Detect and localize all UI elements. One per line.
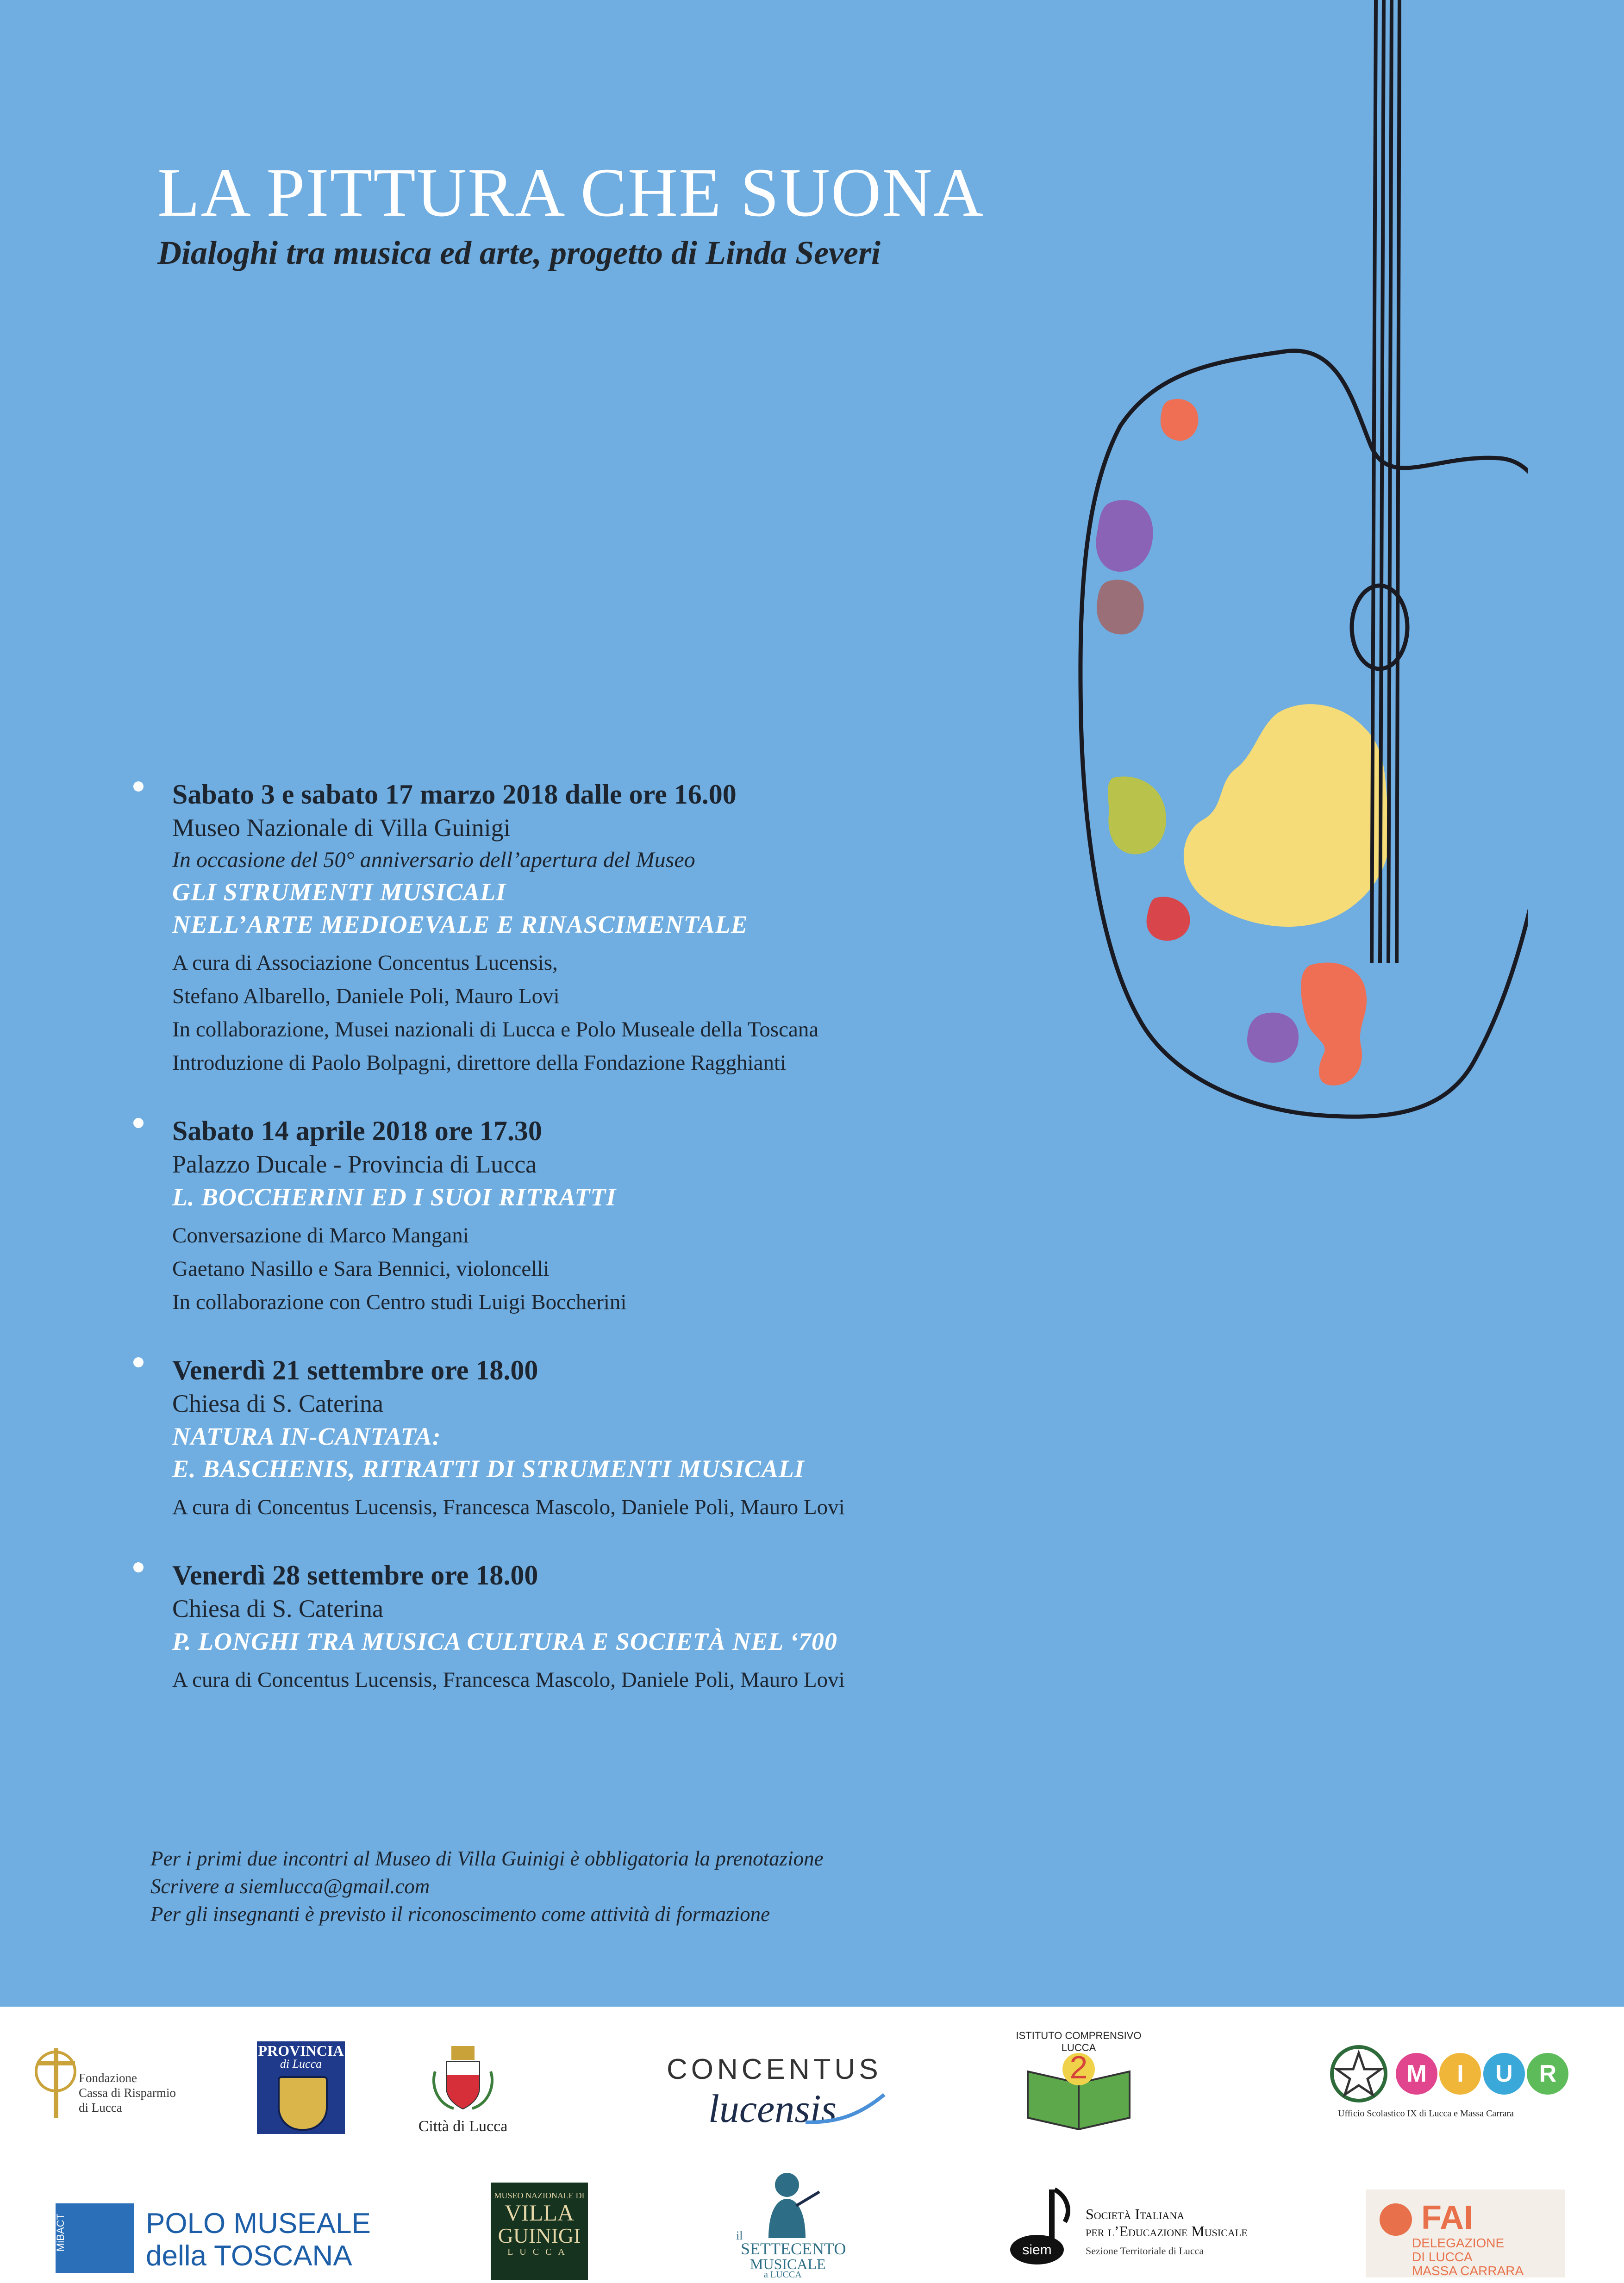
citta-crest-icon bbox=[426, 2044, 500, 2113]
event-title: GLI STRUMENTI MUSICALI bbox=[172, 878, 506, 906]
citta-label: Città di Lucca bbox=[418, 2118, 508, 2135]
polo-mark-icon bbox=[56, 2203, 134, 2273]
paint-blob-mauve bbox=[1097, 580, 1144, 634]
event-title: NELL’ARTE MEDIOEVALE E RINASCIMENTALE bbox=[172, 911, 748, 938]
event-date: Venerdì 28 settembre ore 18.00 bbox=[172, 1560, 538, 1591]
music-note-icon bbox=[1009, 2185, 1074, 2268]
logo-fai bbox=[1366, 2189, 1565, 2277]
paint-blob-orange-top bbox=[1161, 399, 1199, 441]
bullet-icon bbox=[133, 781, 144, 792]
miur-letter: M bbox=[1396, 2053, 1437, 2095]
event-date: Sabato 3 e sabato 17 marzo 2018 dalle ore 16.00 bbox=[172, 779, 737, 810]
event-note: In occasione del 50° anniversario dell’apertura del Museo bbox=[172, 848, 695, 872]
event-title: P. LONGHI TRA MUSICA CULTURA E SOCIETÀ NEL ‘700 bbox=[172, 1628, 837, 1655]
siem-line: per l’Educazione Musicale bbox=[1086, 2223, 1248, 2239]
fai-line: MASSA CARRARA bbox=[1412, 2264, 1524, 2278]
miur-letter: R bbox=[1527, 2053, 1568, 2095]
polo-line: POLO MUSEALE bbox=[146, 2208, 371, 2239]
fondazione-line: Fondazione bbox=[79, 2071, 137, 2085]
poster-title: LA PITTURA CHE SUONA bbox=[157, 154, 984, 231]
miur-letter: U bbox=[1483, 2053, 1525, 2095]
provincia-crest-icon bbox=[278, 2076, 328, 2131]
concentus-wave-icon bbox=[806, 2090, 889, 2132]
events-list bbox=[134, 778, 1199, 1731]
logo-siem bbox=[1009, 2185, 1296, 2268]
bullet-icon bbox=[133, 1562, 144, 1572]
fai-flower-icon bbox=[1380, 2203, 1412, 2236]
settecento-line: SETTECENTO bbox=[741, 2239, 846, 2258]
concentus-title: CONCENTUS bbox=[667, 2053, 882, 2085]
event-desc: Stefano Albarello, Daniele Poli, Mauro Lovi bbox=[172, 984, 560, 1008]
istituto-number: 2 bbox=[1069, 2049, 1088, 2085]
miur-caption: Ufficio Scolastico IX di Lucca e Massa Carrara bbox=[1338, 2108, 1514, 2119]
event-3 bbox=[134, 1354, 1199, 1524]
violinist-icon bbox=[750, 2169, 824, 2238]
event-4 bbox=[134, 1559, 1199, 1697]
event-desc: A cura di Associazione Concentus Lucensis, bbox=[172, 951, 558, 975]
logo-provincia bbox=[257, 2041, 345, 2134]
logo-istituto bbox=[1009, 2030, 1148, 2159]
event-desc: Conversazione di Marco Mangani bbox=[172, 1223, 469, 1248]
event-place: Palazzo Ducale - Provincia di Lucca bbox=[172, 1150, 537, 1178]
republic-emblem-icon bbox=[1329, 2044, 1389, 2104]
concentus-script: lucensis bbox=[708, 2086, 837, 2131]
fai-line: DI LUCCA bbox=[1412, 2250, 1473, 2264]
siem-line: Società Italiana bbox=[1086, 2206, 1185, 2222]
booking-note-line: Scrivere a siemlucca@gmail.com bbox=[150, 1875, 430, 1898]
sponsor-logos bbox=[0, 2007, 1624, 2283]
provincia-sub: di Lucca bbox=[280, 2057, 322, 2071]
settecento-line: a LUCCA bbox=[764, 2270, 802, 2280]
fai-line: DELEGAZIONE bbox=[1412, 2236, 1505, 2250]
event-place: Chiesa di S. Caterina bbox=[172, 1390, 383, 1417]
paint-blob-orange-bottom bbox=[1301, 963, 1367, 1085]
logo-fondazione bbox=[32, 2044, 227, 2118]
logo-miur bbox=[1329, 2044, 1569, 2122]
event-desc: Introduzione di Paolo Bolpagni, direttore della Fondazione Ragghianti bbox=[172, 1051, 787, 1075]
bullet-icon bbox=[133, 1118, 144, 1128]
event-desc: Gaetano Nasillo e Sara Bennici, violoncelli bbox=[172, 1257, 550, 1281]
fondazione-line: di Lucca bbox=[79, 2101, 122, 2115]
guitar-string-4 bbox=[1397, 0, 1399, 963]
settecento-line: il bbox=[736, 2229, 743, 2242]
event-title: NATURA IN-CANTATA: bbox=[172, 1422, 441, 1450]
bullet-icon bbox=[133, 1357, 144, 1367]
miur-letter: I bbox=[1439, 2053, 1481, 2095]
villa-line: MUSEO NAZIONALE DI bbox=[494, 2191, 585, 2200]
guitar-string-3 bbox=[1388, 0, 1392, 963]
event-date: Sabato 14 aprile 2018 ore 17.30 bbox=[172, 1116, 542, 1146]
event-desc: A cura di Concentus Lucensis, Francesca Mascolo, Daniele Poli, Mauro Lovi bbox=[172, 1668, 845, 1692]
event-place: Chiesa di S. Caterina bbox=[172, 1595, 383, 1622]
istituto-label: ISTITUTO COMPRENSIVO LUCCA bbox=[1016, 2030, 1142, 2053]
event-date: Venerdì 21 settembre ore 18.00 bbox=[172, 1355, 538, 1385]
event-desc: In collaborazione con Centro studi Luigi Boccherini bbox=[172, 1290, 627, 1314]
logo-settecento bbox=[731, 2169, 846, 2280]
event-place: Museo Nazionale di Villa Guinigi bbox=[172, 814, 511, 842]
siem-badge: siem bbox=[1022, 2242, 1052, 2258]
logo-citta bbox=[403, 2044, 523, 2146]
fondazione-line: Cassa di Risparmio bbox=[79, 2086, 176, 2100]
fai-name: FAI bbox=[1421, 2199, 1474, 2236]
settecento-line: MUSICALE bbox=[750, 2256, 826, 2272]
event-desc: In collaborazione, Musei nazionali di Lucca e Polo Museale della Toscana bbox=[172, 1017, 819, 1042]
logo-villa-guinigi bbox=[491, 2183, 588, 2280]
miur-letters bbox=[1396, 2053, 1568, 2095]
booking-note-line: Per gli insegnanti è previsto il riconoscimento come attività di formazione bbox=[150, 1902, 770, 1926]
villa-line: LUCCA bbox=[507, 2247, 571, 2257]
booking-note bbox=[150, 1845, 824, 1928]
poster-subtitle: Dialoghi tra musica ed arte, progetto di Linda Severi bbox=[157, 234, 881, 271]
booking-note-line: Per i primi due incontri al Museo di Villa Guinigi è obbligatoria la prenotazione bbox=[150, 1847, 824, 1870]
paint-blob-purple-bottom bbox=[1247, 1012, 1299, 1062]
paint-blob-yellow bbox=[1184, 704, 1391, 927]
logo-polo-museale bbox=[56, 2199, 407, 2273]
paint-blob-purple-top bbox=[1096, 500, 1153, 572]
villa-line: GUINIGI bbox=[498, 2224, 581, 2247]
event-2 bbox=[134, 1114, 1199, 1319]
event-desc: A cura di Concentus Lucensis, Francesca Mascolo, Daniele Poli, Mauro Lovi bbox=[172, 1495, 845, 1519]
siem-caption: Sezione Territoriale di Lucca bbox=[1086, 2245, 1204, 2257]
event-1 bbox=[134, 778, 1199, 1079]
villa-line: VILLA bbox=[505, 2200, 574, 2226]
provincia-title: PROVINCIA bbox=[258, 2042, 344, 2059]
logo-concentus bbox=[667, 2053, 898, 2146]
polo-side-label: MiBACT bbox=[54, 2214, 66, 2252]
event-title: E. BASCHENIS, RITRATTI DI STRUMENTI MUSICALI bbox=[172, 1455, 805, 1483]
event-title: L. BOCCHERINI ED I SUOI RITRATTI bbox=[172, 1183, 617, 1211]
polo-line: della TOSCANA bbox=[146, 2240, 352, 2272]
